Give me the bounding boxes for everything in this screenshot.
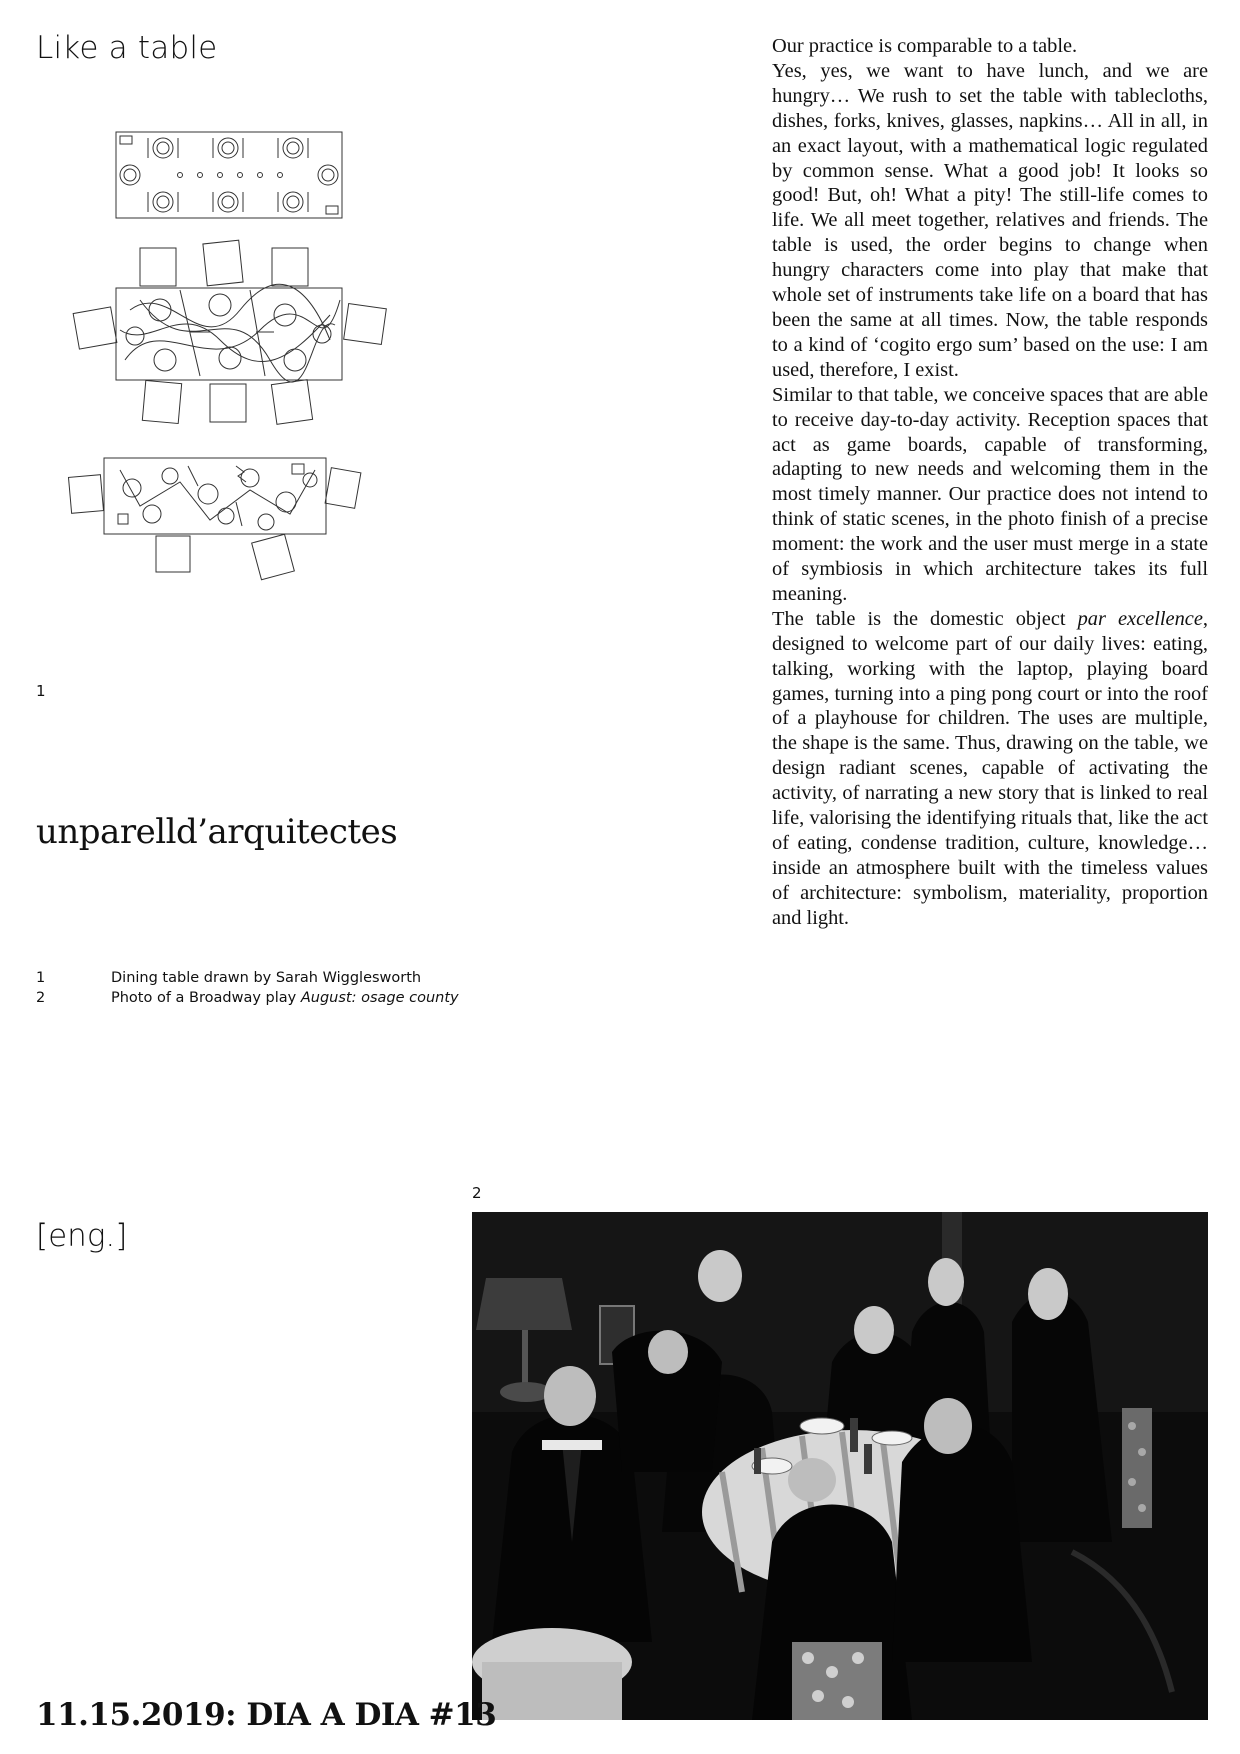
body-paragraph-1: Our practice is comparable to a table. <box>772 35 1078 57</box>
figure-1-number: 1 <box>36 682 46 700</box>
body-paragraph-3: Similar to that table, we conceive spaces that are able to receive day-to-day activity. Reception spaces that act as game boards, capable of transforming, adapting to new needs and welcoming them in the most timely manner. Our practice does not intend to think of static scenes, in the photo finish of a precise moment: the work and the user must merge in a state of symbiosis in which architecture takes its full meaning. <box>772 383 1208 605</box>
caption-1-text: Dining table drawn by Sarah Wigglesworth <box>111 970 422 986</box>
emphasis-par-excellence: par excellence <box>1077 607 1203 630</box>
studio-name: unparelld’arquitectes <box>36 812 398 852</box>
body-text <box>772 34 1208 931</box>
table-drawing-figure <box>60 110 450 670</box>
body-paragraph-2: Yes, yes, we want to have lunch, and we are hungry… We rush to set the table with tablecloths, dishes, forks, knives, glasses, napkins… All in all, in an exact layout, with a mathematical logic regulated by common sense. What a good job! It looks so good! But, oh! What a pity! The still-life comes to life. We all meet together, relatives and friends. The table is used, the order begins to change when hungry characters come into play that make that whole set of instruments take life on a board that has been the same at all times. Now, the table responds to a kind of ‘cogito ergo sum’ based on the use: I am used, therefore, I exist. <box>772 59 1208 381</box>
page-title: Like a table <box>36 30 218 66</box>
caption-1 <box>36 970 496 990</box>
language-label: [eng.] <box>36 1218 128 1254</box>
issue-footer: 11.15.2019: DIA A DIA #13 <box>36 1697 497 1733</box>
caption-2 <box>36 990 496 1010</box>
caption-1-number: 1 <box>36 970 46 986</box>
caption-2-number: 2 <box>36 990 46 1006</box>
caption-2-text: Photo of a Broadway play August: osage county <box>111 990 459 1006</box>
broadway-dinner-photo <box>472 1212 1208 1720</box>
figure-2-number: 2 <box>472 1184 482 1202</box>
caption-2-play-title: August: osage county <box>300 990 459 1006</box>
body-paragraph-4: The table is the domestic object par excellence, designed to welcome part of our daily lives: eating, talking, working with the laptop, playing board games, turning into a ping pong court or into the roof of a playhouse for children. The uses are multiple, the shape is the same. Thus, drawing on the table, we design radiant scenes, capable of activating the activity, of narrating a new story that is linked to real life, valorising the identifying rituals that, like the act of eating, condense tradition, culture, knowledge… inside an atmosphere built with the timeless values of architecture: symbolism, materiality, proportion and light. <box>772 607 1208 929</box>
